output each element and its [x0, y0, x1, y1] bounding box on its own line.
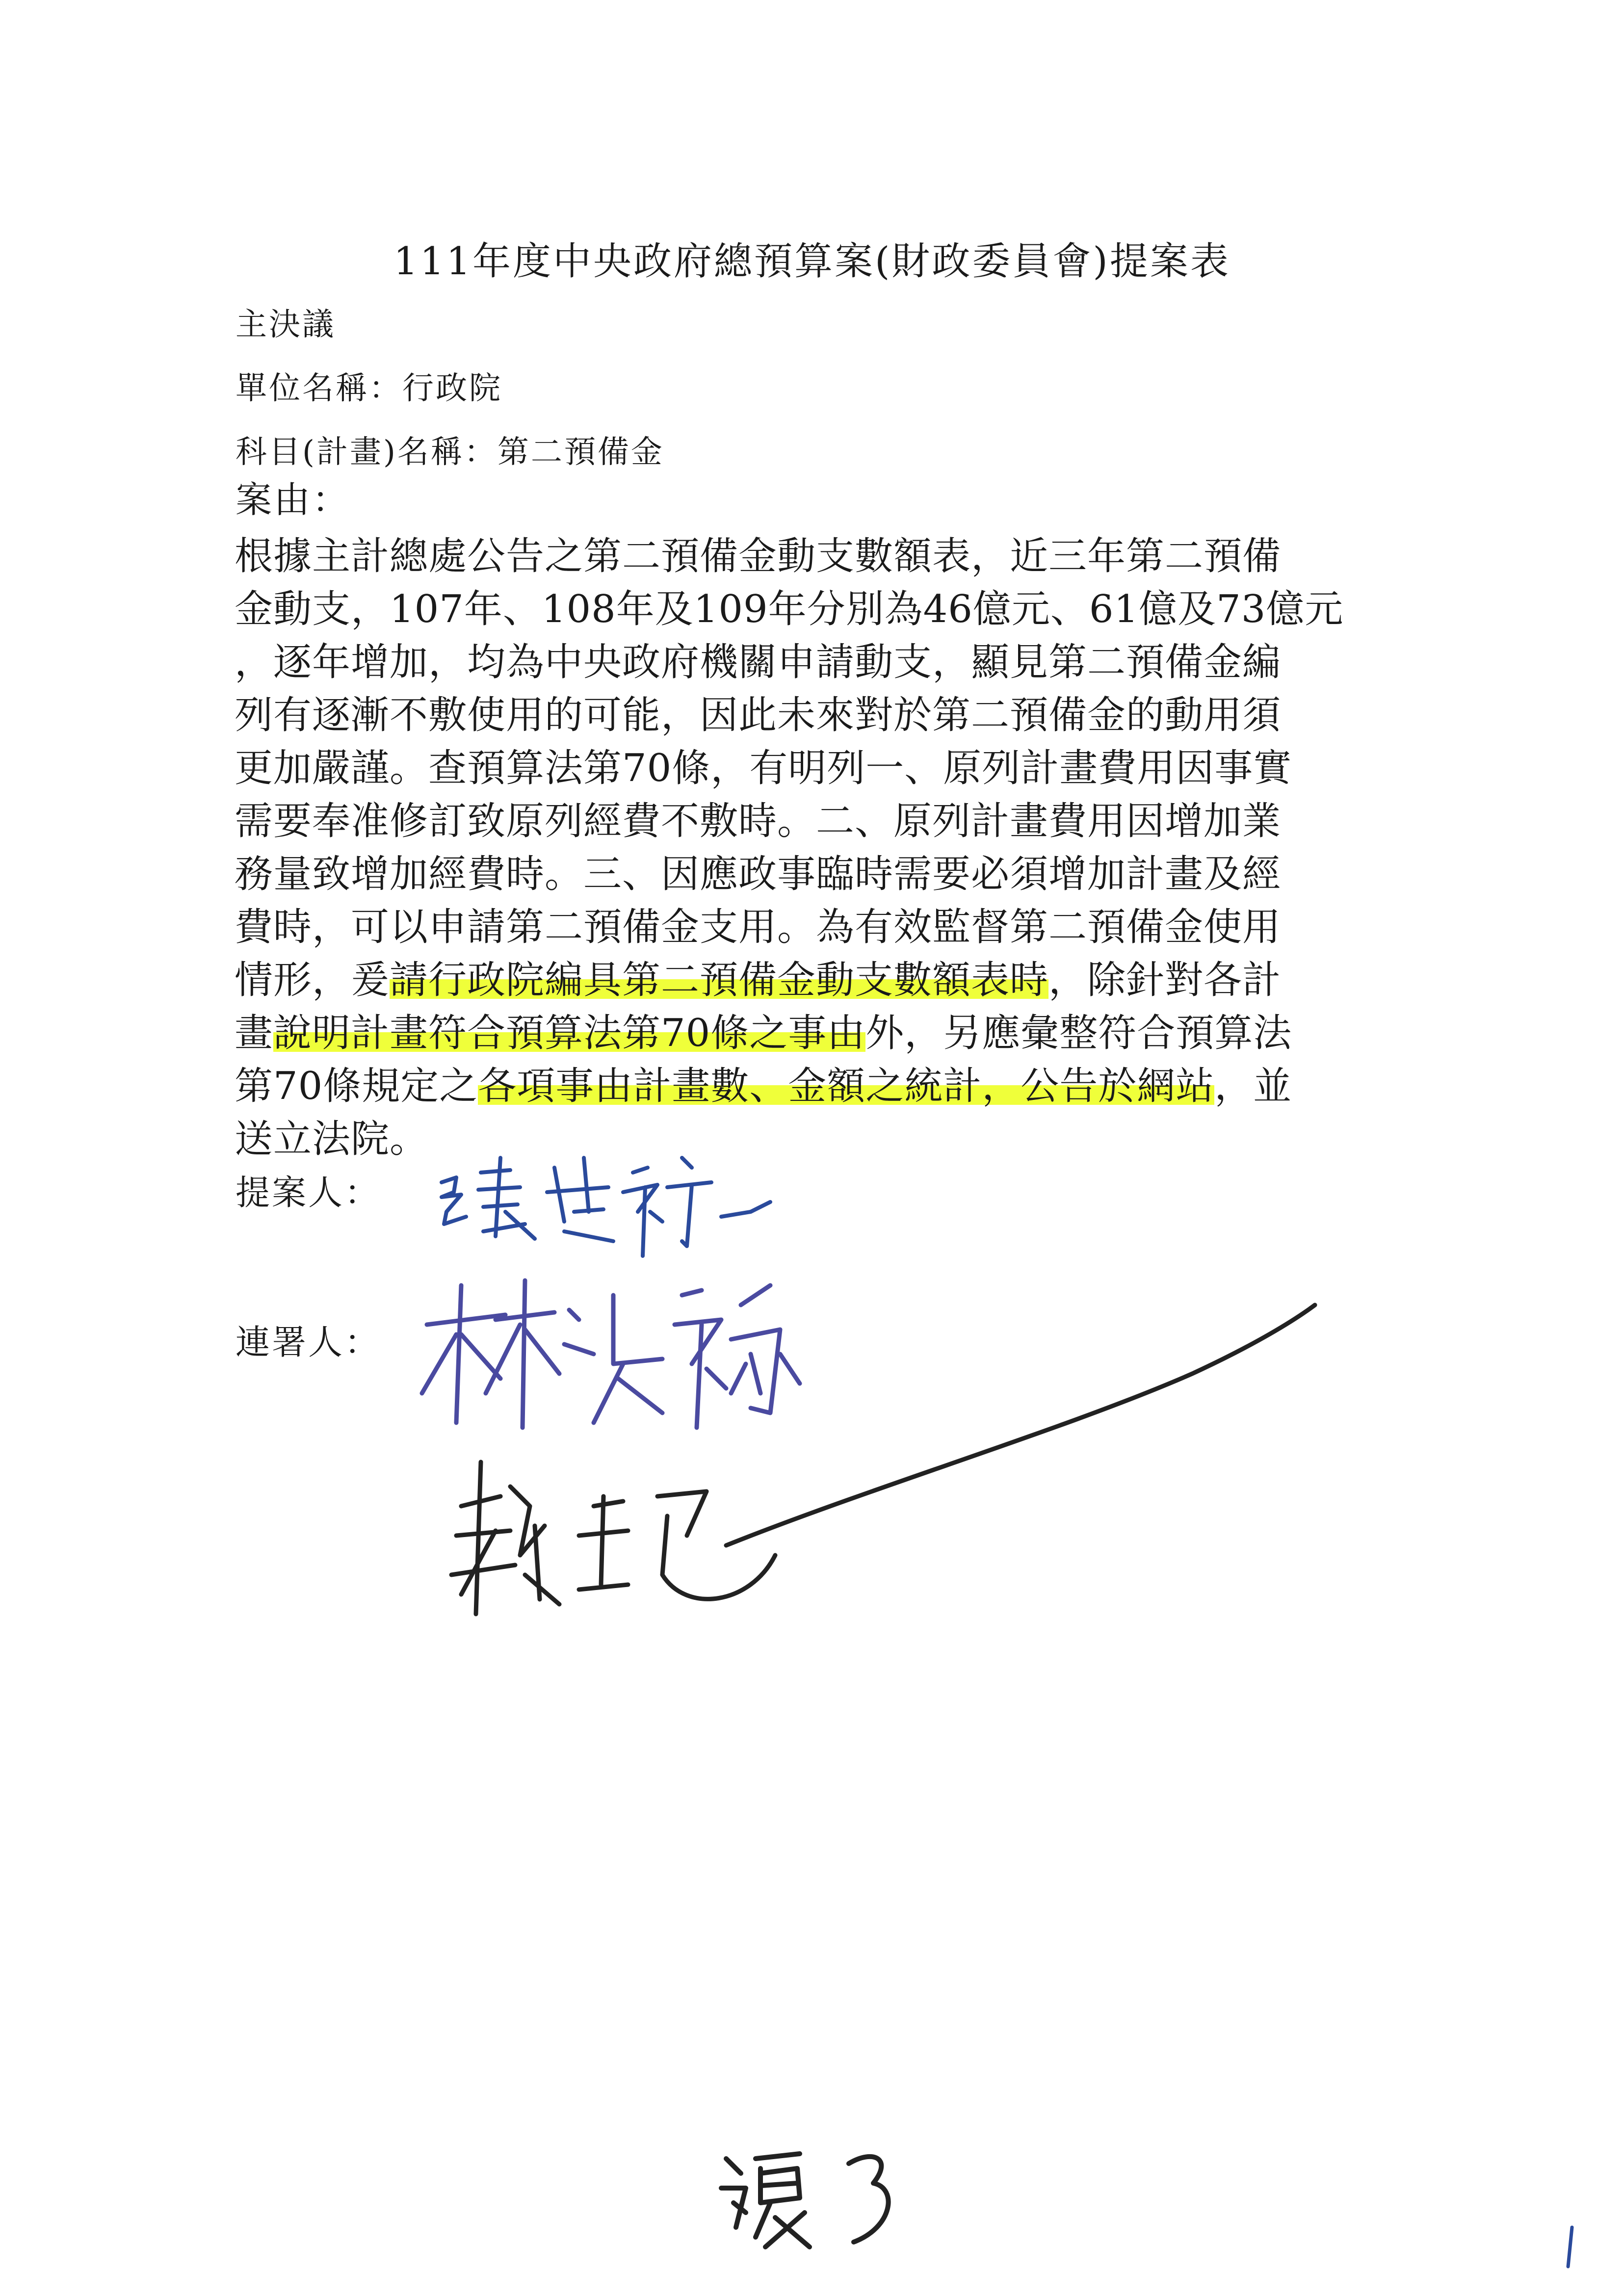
body-text: 需要奉准修訂致原列經費不敷時。二、原列計畫費用因增加業: [235, 799, 1282, 843]
body-text: 情形，爰: [235, 958, 390, 1002]
body-line: [235, 583, 1422, 636]
case-reason-label: 案由：: [236, 479, 350, 521]
document-title: 111年度中央政府總預算案(財政委員會)提案表: [393, 239, 1231, 284]
cosigner-signature-2: [432, 1300, 1339, 1644]
body-text: 送立法院。: [235, 1117, 429, 1161]
body-text: 務量致增加經費時。三、因應政事臨時需要必須增加計畫及經: [235, 852, 1282, 896]
main-resolution-label: 主決議: [236, 307, 336, 343]
body-text: 費時，可以申請第二預備金支用。為有效監督第二預備金使用: [235, 905, 1282, 949]
highlighted-text: 說明計畫符合預算法第70條之事由: [273, 1011, 866, 1055]
body-text: ，逐年增加，均為中央政府機關申請動支，顯見第二預備金編: [235, 640, 1282, 684]
highlighted-text: 各項事由計畫數、金額之統計，公告於網站: [478, 1064, 1215, 1108]
body-line: [235, 1060, 1422, 1113]
body-line: [235, 901, 1422, 954]
body-line: [235, 848, 1422, 901]
body-line: [235, 1007, 1422, 1060]
body-text: ，除針對各計: [1048, 958, 1282, 1002]
proposer-label: 提案人：: [236, 1173, 381, 1213]
body-text: 金動支，107年、108年及109年分別為46億元、61億及73億元: [235, 587, 1344, 631]
body-text: 更加嚴謹。查預算法第70條，有明列一、原列計畫費用因事實: [235, 746, 1292, 790]
cosigner-label: 連署人：: [236, 1322, 381, 1362]
unit-name-field: 單位名稱：行政院: [236, 370, 502, 407]
body-text: 畫: [235, 1011, 274, 1055]
body-text: 列有逐漸不敷使用的可能，因此未來對於第二預備金的動用須: [235, 693, 1282, 737]
body-line: [235, 742, 1422, 795]
body-line: [235, 954, 1422, 1007]
page-number-handwritten: [1560, 2222, 1580, 2271]
highlighted-text: 請行政院編具第二預備金動支數額表時: [390, 958, 1049, 1002]
body-line: [235, 795, 1422, 848]
body-line: [235, 1113, 1422, 1166]
body-text: 根據主計總處公告之第二預備金動支數額表，近三年第二預備: [235, 534, 1282, 578]
body-text: ，並: [1214, 1064, 1292, 1108]
subject-name-field: 科目(計畫)名稱：第二預備金: [236, 434, 664, 470]
body-line: [235, 530, 1422, 583]
body-text: 外，另應彙整符合預算法: [865, 1011, 1292, 1055]
case-reason-body: [235, 530, 1422, 1166]
proposer-signature: [427, 1138, 780, 1266]
body-line: [235, 689, 1422, 742]
page-mark-handwritten: [707, 2139, 913, 2267]
body-line: [235, 636, 1422, 689]
body-text: 第70條規定之: [235, 1064, 478, 1108]
